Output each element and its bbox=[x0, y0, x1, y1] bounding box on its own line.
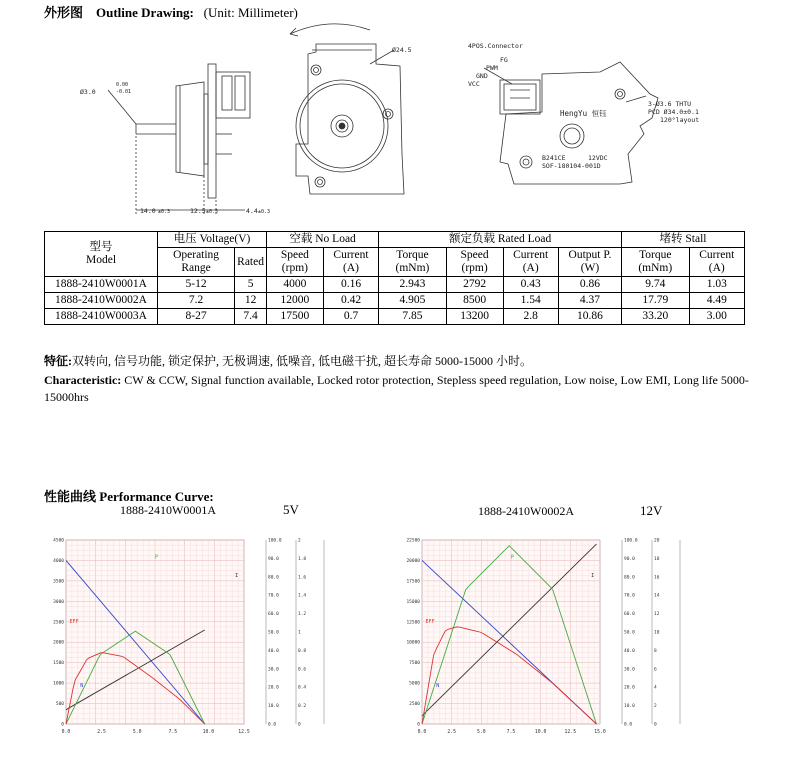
table-cell: 8-27 bbox=[158, 309, 235, 325]
y-tick-label: 3000 bbox=[53, 599, 64, 605]
dim-shaft-dia: Ø3.0 bbox=[80, 88, 96, 96]
series-label-p: P bbox=[155, 554, 159, 561]
chart-1-title: 1888-2410W0001A bbox=[120, 503, 216, 517]
y-tick-label: 0 bbox=[61, 722, 64, 728]
features-cn bbox=[44, 352, 532, 369]
pin-label-pwm: PWM bbox=[486, 64, 498, 72]
subheader-cell: Operating Range bbox=[158, 248, 235, 277]
table-cell: 2.943 bbox=[379, 277, 446, 293]
holes-spec-3: 120°layout bbox=[660, 116, 700, 124]
current-tick-label: 4 bbox=[654, 685, 657, 691]
pcb-code: SOF-180104-001D bbox=[542, 162, 601, 170]
x-tick-label: 12.5 bbox=[238, 730, 250, 735]
table-cell: 3.00 bbox=[689, 309, 744, 325]
table-cell: 5-12 bbox=[158, 277, 235, 293]
performance-heading: 性能曲线 Performance Curve: bbox=[44, 489, 214, 504]
current-tick-label: 6 bbox=[654, 667, 657, 673]
y-tick-label: 2500 bbox=[409, 702, 420, 708]
x-tick-label: 10.0 bbox=[202, 730, 215, 735]
series-label-n: N bbox=[436, 683, 440, 690]
current-tick-label: 18 bbox=[654, 556, 660, 562]
table-cell: 7.85 bbox=[379, 309, 446, 325]
series-label-eff: EFF bbox=[425, 618, 435, 625]
current-tick-label: 0.8 bbox=[298, 648, 307, 654]
eff-tick-label: 40.0 bbox=[268, 648, 279, 654]
current-tick-label: 12 bbox=[654, 612, 660, 618]
current-tick-label: 0 bbox=[654, 722, 657, 728]
y-tick-label: 22500 bbox=[406, 538, 420, 544]
dim-length-2-tol: ±0.5 bbox=[206, 209, 219, 215]
x-tick-label: 2.5 bbox=[97, 730, 106, 735]
features-en-text: CW & CCW, Signal function available, Locked rotor protection, Stepless speed regulation, Low noise, Low EMI, Long life 5000-15000hrs bbox=[44, 373, 749, 404]
current-tick-label: 1.4 bbox=[298, 593, 307, 599]
x-tick-label: 0.0 bbox=[61, 730, 71, 735]
table-cell: 0.42 bbox=[323, 293, 378, 309]
x-tick-label: 7.5 bbox=[168, 730, 178, 735]
col-rated-header: 额定负载 Rated Load bbox=[379, 232, 622, 248]
eff-tick-label: 30.0 bbox=[268, 667, 279, 673]
current-tick-label: 1.2 bbox=[298, 612, 307, 618]
eff-tick-label: 80.0 bbox=[268, 575, 279, 581]
eff-tick-label: 10.0 bbox=[624, 704, 635, 710]
pin-label-fg: FG bbox=[500, 56, 508, 64]
eff-tick-label: 0.0 bbox=[624, 722, 633, 728]
table-row bbox=[45, 293, 745, 309]
dim-length-3: 4.4 bbox=[246, 207, 258, 215]
table-cell: 1888-2410W0002A bbox=[45, 293, 158, 309]
eff-tick-label: 70.0 bbox=[624, 593, 635, 599]
y-tick-label: 5000 bbox=[409, 681, 420, 687]
pin-label-vcc: VCC bbox=[468, 80, 480, 88]
x-tick-label: 5.0 bbox=[132, 730, 142, 735]
dim-rotor-dia: Ø24.5 bbox=[392, 46, 412, 54]
table-cell: 2792 bbox=[446, 277, 503, 293]
table-cell: 1.03 bbox=[689, 277, 744, 293]
current-tick-label: 2 bbox=[654, 704, 657, 710]
subheader-cell: Speed (rpm) bbox=[446, 248, 503, 277]
holes-spec-2: PCD Ø34.0±0.1 bbox=[648, 108, 699, 116]
subheader-cell: Speed (rpm) bbox=[266, 248, 323, 277]
y-tick-label: 2000 bbox=[53, 640, 64, 646]
features-en-label: Characteristic: bbox=[44, 373, 122, 387]
performance-chart-1 bbox=[44, 526, 344, 741]
eff-tick-label: 100.0 bbox=[624, 538, 638, 544]
table-cell: 1.54 bbox=[503, 293, 558, 309]
subheader-cell: Current (A) bbox=[323, 248, 378, 277]
x-tick-label: 2.5 bbox=[447, 730, 457, 735]
series-label-n: N bbox=[80, 683, 84, 690]
current-tick-label: 0 bbox=[298, 722, 301, 728]
table-cell: 17500 bbox=[266, 309, 323, 325]
table-cell: 4000 bbox=[266, 277, 323, 293]
holes-spec-1: 3-Ø3.6 THTU bbox=[648, 100, 692, 108]
current-tick-label: 2 bbox=[298, 538, 301, 544]
y-tick-label: 20000 bbox=[406, 558, 420, 564]
x-tick-label: 12.5 bbox=[564, 730, 577, 735]
eff-tick-label: 0.0 bbox=[268, 722, 277, 728]
features-cn-label: 特征: bbox=[44, 354, 72, 368]
series-label-i: I bbox=[235, 572, 239, 579]
features-cn-text: 双转向, 信号功能, 锁定保护, 无极调速, 低噪音, 低电磁干扰, 超长寿命 5000-15000 小时。 bbox=[72, 354, 532, 368]
features-en bbox=[44, 372, 749, 406]
eff-tick-label: 30.0 bbox=[624, 667, 635, 673]
y-tick-label: 2500 bbox=[53, 620, 64, 626]
y-tick-label: 0 bbox=[417, 722, 420, 728]
outline-heading-cn: 外形图 bbox=[44, 5, 84, 20]
table-cell: 7.4 bbox=[235, 309, 267, 325]
col-voltage-header: 电压 Voltage(V) bbox=[158, 232, 267, 248]
x-tick-label: 0.0 bbox=[417, 730, 427, 735]
y-tick-label: 15000 bbox=[406, 599, 420, 605]
pcb-voltage-mark: 12VDC bbox=[588, 154, 608, 162]
table-cell: 0.86 bbox=[558, 277, 621, 293]
table-cell: 13200 bbox=[446, 309, 503, 325]
current-tick-label: 20 bbox=[654, 538, 660, 544]
eff-tick-label: 100.0 bbox=[268, 538, 282, 544]
table-cell: 0.7 bbox=[323, 309, 378, 325]
y-tick-label: 1000 bbox=[53, 681, 64, 687]
dim-length-2: 12.5 bbox=[190, 207, 206, 215]
col-stall-header: 堵转 Stall bbox=[622, 232, 745, 248]
table-cell: 1888-2410W0001A bbox=[45, 277, 158, 293]
subheader-cell: Output P. (W) bbox=[558, 248, 621, 277]
eff-tick-label: 20.0 bbox=[624, 685, 635, 691]
table-cell: 0.16 bbox=[323, 277, 378, 293]
eff-tick-label: 10.0 bbox=[268, 704, 279, 710]
chart-2-title: 1888-2410W0002A bbox=[478, 504, 574, 518]
outline-unit: (Unit: Millimeter) bbox=[203, 5, 298, 20]
table-cell: 2.8 bbox=[503, 309, 558, 325]
dim-shaft-tol-lo: -0.01 bbox=[116, 89, 132, 95]
x-tick-label: 15.0 bbox=[594, 730, 606, 735]
eff-tick-label: 60.0 bbox=[268, 612, 279, 618]
table-cell: 1888-2410W0003A bbox=[45, 309, 158, 325]
dim-length-3-tol: ±0.3 bbox=[258, 209, 271, 215]
eff-tick-label: 80.0 bbox=[624, 575, 635, 581]
eff-tick-label: 90.0 bbox=[624, 556, 635, 562]
y-tick-label: 4500 bbox=[53, 538, 64, 544]
y-tick-label: 7500 bbox=[409, 661, 420, 667]
series-label-p: P bbox=[511, 554, 515, 561]
series-label-eff: EFF bbox=[69, 618, 79, 625]
subheader-cell: Torque (mNm) bbox=[379, 248, 446, 277]
chart-1-voltage: 5V bbox=[283, 502, 299, 517]
x-tick-label: 7.5 bbox=[506, 730, 516, 735]
outline-heading-en: Outline Drawing: bbox=[96, 5, 194, 20]
subheader-cell: Current (A) bbox=[503, 248, 558, 277]
eff-tick-label: 90.0 bbox=[268, 556, 279, 562]
current-tick-label: 14 bbox=[654, 593, 660, 599]
eff-tick-label: 40.0 bbox=[624, 648, 635, 654]
table-row bbox=[45, 277, 745, 293]
table-cell: 17.79 bbox=[622, 293, 689, 309]
table-cell: 33.20 bbox=[622, 309, 689, 325]
current-tick-label: 1.8 bbox=[298, 556, 307, 562]
dim-length-1: 14.0 bbox=[140, 207, 156, 215]
current-tick-label: 0.4 bbox=[298, 685, 307, 691]
table-cell: 8500 bbox=[446, 293, 503, 309]
col-noload-header: 空载 No Load bbox=[266, 232, 378, 248]
table-cell: 9.74 bbox=[622, 277, 689, 293]
table-cell: 4.905 bbox=[379, 293, 446, 309]
eff-tick-label: 50.0 bbox=[624, 630, 635, 636]
dim-length-1-tol: ±0.3 bbox=[158, 209, 171, 215]
pin-label-gnd: GND bbox=[476, 72, 488, 80]
current-tick-label: 0.6 bbox=[298, 667, 307, 673]
table-cell: 4.37 bbox=[558, 293, 621, 309]
table-cell: 7.2 bbox=[158, 293, 235, 309]
subheader-cell: Torque (mNm) bbox=[622, 248, 689, 277]
table-row bbox=[45, 309, 745, 325]
table-cell: 4.49 bbox=[689, 293, 744, 309]
current-tick-label: 10 bbox=[654, 630, 660, 636]
spec-table bbox=[44, 231, 745, 325]
y-tick-label: 4000 bbox=[53, 558, 64, 564]
current-tick-label: 1.6 bbox=[298, 575, 307, 581]
subheader-cell: Current (A) bbox=[689, 248, 744, 277]
y-tick-label: 3500 bbox=[53, 579, 64, 585]
current-tick-label: 16 bbox=[654, 575, 660, 581]
connector-label: 4POS.Connector bbox=[468, 42, 523, 50]
current-tick-label: 1 bbox=[298, 630, 301, 636]
pcb-model-mark: B241CE bbox=[542, 154, 566, 162]
eff-tick-label: 50.0 bbox=[268, 630, 279, 636]
y-tick-label: 17500 bbox=[406, 579, 420, 585]
x-tick-label: 5.0 bbox=[476, 730, 486, 735]
series-label-i: I bbox=[591, 572, 595, 579]
table-cell: 10.86 bbox=[558, 309, 621, 325]
dim-shaft-tol-hi: 0.00 bbox=[116, 82, 129, 88]
table-cell: 0.43 bbox=[503, 277, 558, 293]
x-tick-label: 10.0 bbox=[534, 730, 547, 735]
current-tick-label: 8 bbox=[654, 648, 657, 654]
table-cell: 12 bbox=[235, 293, 267, 309]
eff-tick-label: 70.0 bbox=[268, 593, 279, 599]
subheader-cell: Rated bbox=[235, 248, 267, 277]
eff-tick-label: 20.0 bbox=[268, 685, 279, 691]
y-tick-label: 500 bbox=[55, 702, 64, 708]
y-tick-label: 1500 bbox=[53, 661, 64, 667]
outline-drawing bbox=[80, 14, 760, 224]
current-tick-label: 0.2 bbox=[298, 704, 307, 710]
table-cell: 12000 bbox=[266, 293, 323, 309]
chart-2-voltage: 12V bbox=[640, 503, 663, 518]
y-tick-label: 12500 bbox=[406, 620, 420, 626]
performance-chart-2 bbox=[400, 526, 700, 741]
y-tick-label: 10000 bbox=[406, 640, 420, 646]
brand-mark: HengYu 恒钰 bbox=[560, 109, 607, 118]
col-model-header: 型号 Model bbox=[45, 232, 158, 277]
eff-tick-label: 60.0 bbox=[624, 612, 635, 618]
table-cell: 5 bbox=[235, 277, 267, 293]
